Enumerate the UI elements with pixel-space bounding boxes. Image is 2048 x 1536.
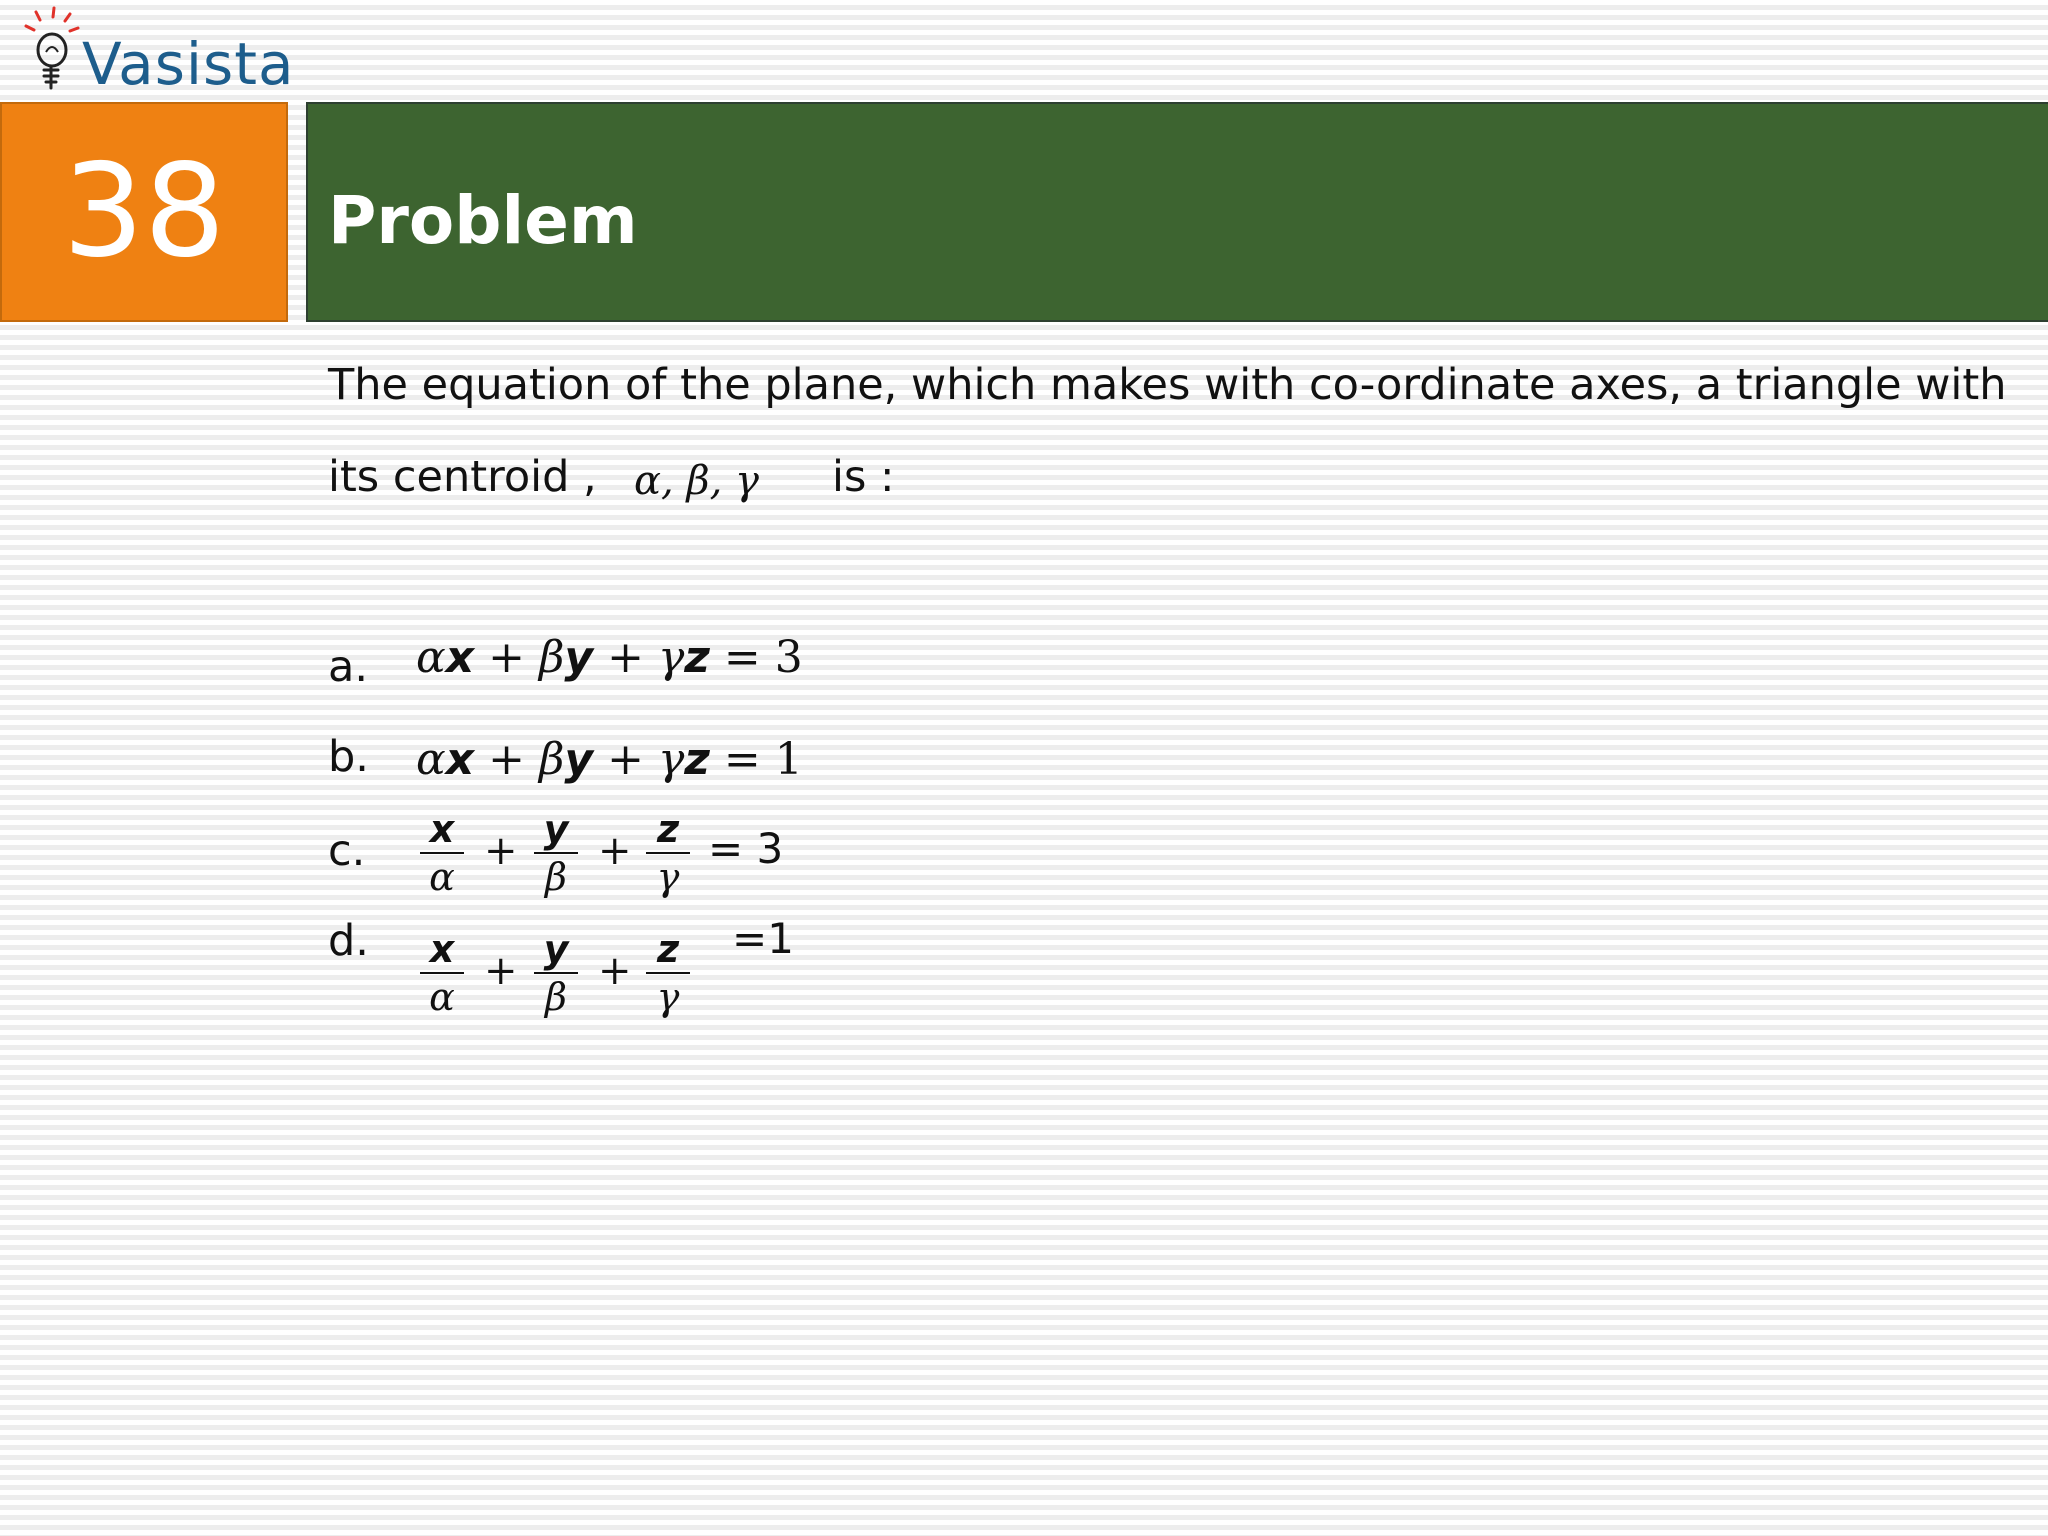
- fraction: [420, 928, 464, 1018]
- operator: +: [488, 734, 525, 785]
- centroid-symbols: α, β, γ: [634, 458, 759, 504]
- option-c-label: c.: [328, 826, 366, 876]
- denominator: γ: [656, 975, 680, 1019]
- symbol: α: [416, 734, 446, 785]
- operator: +: [598, 948, 632, 994]
- page-title: Problem: [328, 182, 638, 259]
- denominator: γ: [656, 855, 680, 899]
- fraction-bar: [646, 972, 690, 974]
- symbol: β: [538, 734, 565, 785]
- lightbulb-icon: [20, 4, 80, 96]
- equation-rhs: = 3: [708, 824, 784, 873]
- variable: z: [684, 632, 710, 683]
- fraction-bar: [420, 852, 464, 854]
- variable: x: [445, 632, 475, 683]
- title-bar: [306, 102, 2048, 322]
- operator: +: [488, 632, 525, 683]
- fraction-bar: [534, 852, 578, 854]
- problem-number: 38: [62, 137, 226, 286]
- denominator: β: [545, 855, 567, 899]
- logo-text: Vasista: [82, 30, 295, 98]
- fraction: [646, 808, 690, 898]
- question-line-2-prefix: its centroid ,: [328, 452, 597, 502]
- variable: z: [684, 734, 710, 785]
- equation-rhs: = 1: [723, 734, 803, 785]
- symbol: α: [416, 632, 446, 683]
- operator: +: [484, 948, 518, 994]
- variable: y: [564, 734, 594, 785]
- operator: +: [607, 734, 644, 785]
- symbol: γ: [657, 632, 685, 683]
- fraction-bar: [420, 972, 464, 974]
- numerator: y: [543, 807, 569, 851]
- operator: +: [607, 632, 644, 683]
- fraction: [534, 808, 578, 898]
- fraction: [534, 928, 578, 1018]
- option-d-label: d.: [328, 916, 369, 966]
- symbol: γ: [657, 734, 685, 785]
- option-b-label: b.: [328, 732, 369, 782]
- denominator: α: [429, 855, 455, 899]
- option-a-equation: [416, 632, 803, 683]
- numerator: z: [656, 927, 680, 971]
- fraction: [646, 928, 690, 1018]
- option-a-label: a.: [328, 642, 369, 692]
- fraction-bar: [534, 972, 578, 974]
- question-line-1: The equation of the plane, which makes with co-ordinate axes, a triangle with: [328, 360, 2007, 410]
- fraction: [420, 808, 464, 898]
- symbol: β: [538, 632, 565, 683]
- question-line-2-suffix: is :: [832, 452, 895, 502]
- denominator: α: [429, 975, 455, 1019]
- variable: x: [445, 734, 475, 785]
- equation-rhs: =1: [732, 914, 794, 963]
- numerator: z: [656, 807, 680, 851]
- problem-number-box: [0, 102, 288, 322]
- numerator: x: [429, 807, 455, 851]
- equation-rhs: = 3: [723, 632, 803, 683]
- option-b-equation: [416, 734, 803, 785]
- numerator: x: [429, 927, 455, 971]
- vasista-logo: [20, 4, 295, 98]
- fraction-bar: [646, 852, 690, 854]
- numerator: y: [543, 927, 569, 971]
- operator: +: [598, 828, 632, 874]
- variable: y: [564, 632, 594, 683]
- denominator: β: [545, 975, 567, 1019]
- operator: +: [484, 828, 518, 874]
